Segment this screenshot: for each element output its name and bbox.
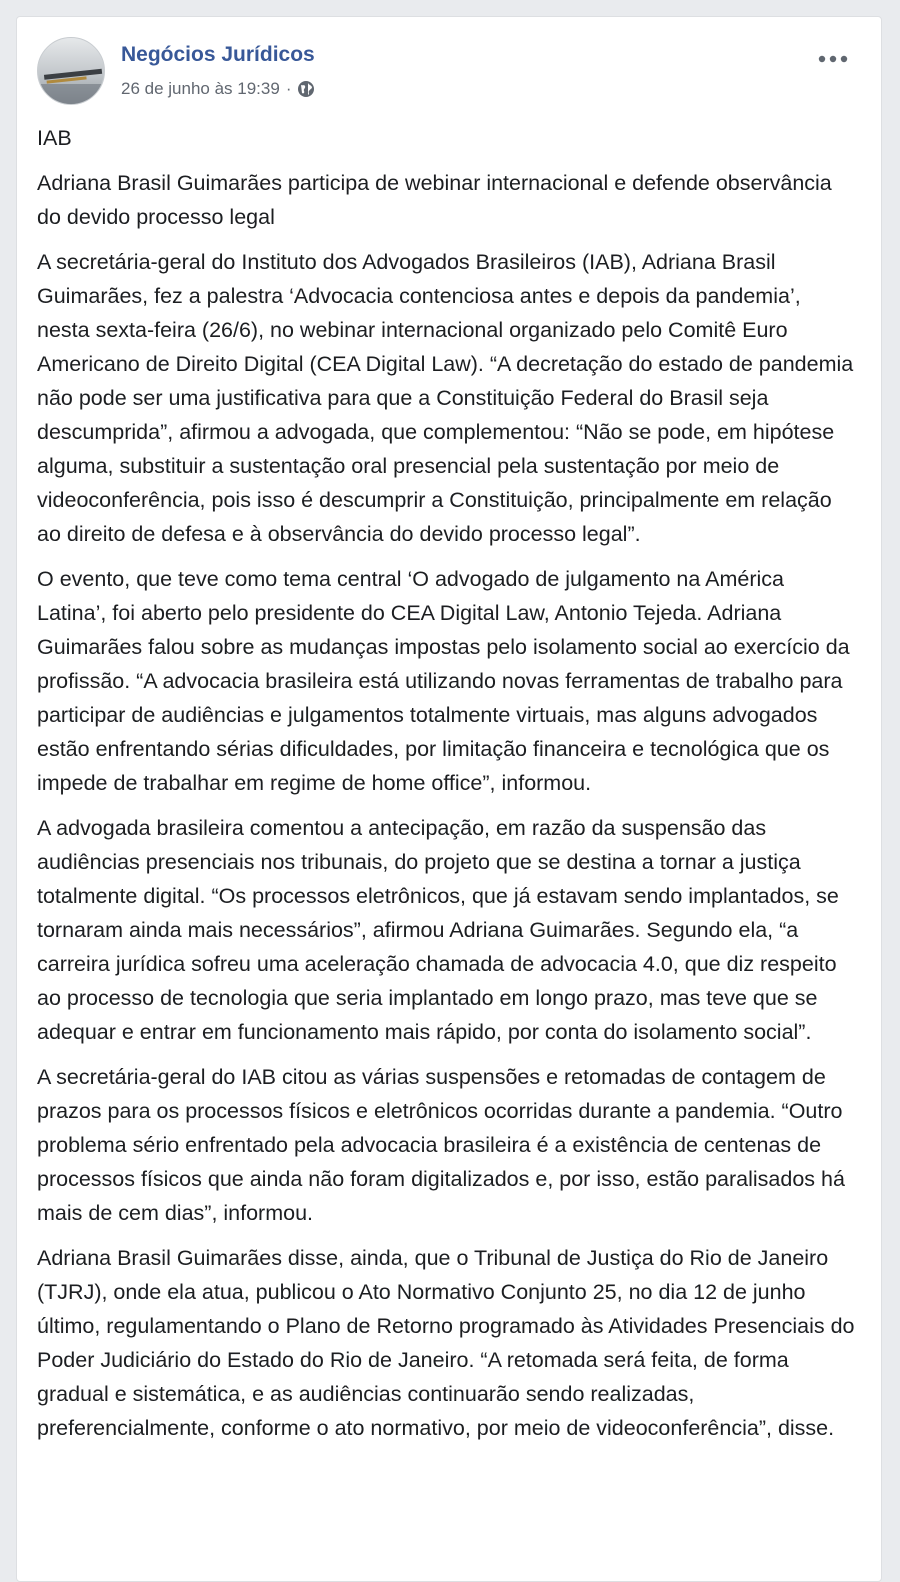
post-card xyxy=(16,16,882,1582)
post-meta xyxy=(121,79,315,99)
post-paragraph: A secretária-geral do Instituto dos Advogados Brasileiros (IAB), Adriana Brasil Guimarães, fez a palestra ‘Advocacia contenciosa antes e depois da pandemia’, nesta sexta-feira (26/6), no webinar internacional organizado pelo Comitê Euro Americano de Direito Digital (CEA Digital Law). “A decretação do estado de pandemia não pode ser uma justificativa para que a Constituição Federal do Brasil seja descumprida”, afirmou a advogada, que complementou: “Não se pode, em hipótese alguma, substituir a sustentação oral presencial pela sustentação por meio de videoconferência, pois isso é descumprir a Constituição, principalmente em relação ao direito de defesa e à observância do devido processo legal”. xyxy=(37,250,854,546)
meta-separator: · xyxy=(285,79,292,98)
post-paragraph: Adriana Brasil Guimarães disse, ainda, que o Tribunal de Justiça do Rio de Janeiro (TJRJ), onde ela atua, publicou o Ato Normativo Conjunto 25, no dia 12 de junho último, regulamentando o Plano de Retorno programado às Atividades Presenciais do Poder Judiciário do Estado do Rio de Janeiro. “A retomada será feita, de forma gradual e sistemática, e as audiências continuarão sendo realizadas, preferencialmente, conforme o ato normativo, por meio de videoconferência”, disse. xyxy=(37,1246,855,1440)
post-paragraph: O evento, que teve como tema central ‘O advogado de julgamento na América Latina’, foi aberto pelo presidente do CEA Digital Law, Antonio Tejeda. Adriana Guimarães falou sobre as mudanças impostas pelo isolamento social ao exercício da profissão. “A advocacia brasileira está utilizando novas ferramentas de trabalho para participar de audiências e julgamentos totalmente virtuais, mas alguns advogados estão enfrentando sérias dificuldades, por limitação financeira e tecnológica que os impede de trabalhar em regime de home office”, informou. xyxy=(37,567,850,795)
post-text xyxy=(37,121,857,1456)
page-name-link[interactable]: Negócios Jurídicos xyxy=(121,43,315,66)
globe-icon[interactable] xyxy=(297,80,315,98)
more-options-icon[interactable] xyxy=(815,47,851,71)
post-header xyxy=(37,37,857,109)
post-paragraph: IAB xyxy=(37,126,72,150)
page-avatar[interactable] xyxy=(37,37,105,105)
avatar-image xyxy=(38,38,104,104)
post-paragraph: Adriana Brasil Guimarães participa de webinar internacional e defende observância do devido processo legal xyxy=(37,171,832,229)
post-timestamp[interactable]: 26 de junho às 19:39 xyxy=(121,79,280,98)
post-paragraph: A secretária-geral do IAB citou as várias suspensões e retomadas de contagem de prazos para os processos físicos e eletrônicos ocorridas durante a pandemia. “Outro problema sério enfrentado pela advocacia brasileira é a existência de centenas de processos físicos que ainda não foram digitalizados e, por isso, estão paralisados há mais de cem dias”, informou. xyxy=(37,1065,845,1225)
post-paragraph: A advogada brasileira comentou a antecipação, em razão da suspensão das audiências presenciais nos tribunais, do projeto que se destina a tornar a justiça totalmente digital. “Os processos eletrônicos, que já estavam sendo implantados, se tornaram ainda mais necessários”, afirmou Adriana Guimarães. Segundo ela, “a carreira jurídica sofreu uma aceleração chamada de advocacia 4.0, que diz respeito ao processo de tecnologia que seria implantado em longo prazo, mas teve que se adequar e entrar em funcionamento mais rápido, por conta do isolamento social”. xyxy=(37,816,839,1044)
